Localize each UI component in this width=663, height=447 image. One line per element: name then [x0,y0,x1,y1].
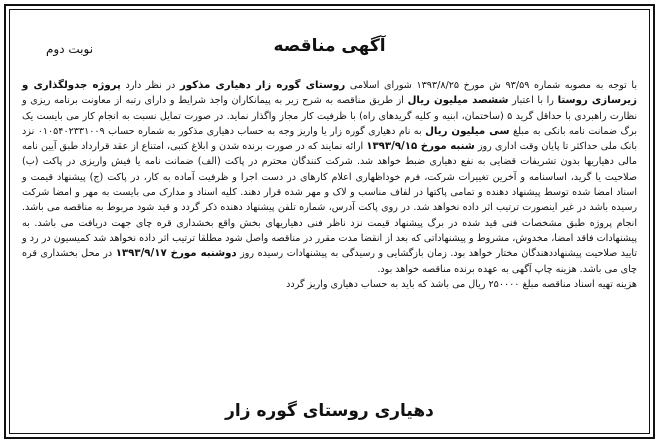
body-bold-guarantee: سی میلیون ریال [425,125,510,137]
body-part-5: به نام دهیاری گوره زار یا واریز وجه به حساب دهیاری مذکور به شماره حساب ۰۱۰۵۴۰۲۳۳۱۰۰۹ نزد بانک ملی حداکثر تا پایان وقت اداری روز [22,125,637,153]
notice-frame [4,4,655,439]
body-bold-deadline: شنبه مورخ ۱۳۹۳/۹/۱۵ [366,141,475,153]
body-part-4: از طریق مناقصه به شرح زیر به پیمانکاران واجد شرایط و دارای رتبه از معاونت برنامه ریزی و نظارت راهبردی با حداقل گرید ۵ (ساختمان، ابنیه و کلیه گریدهای راه) با ظرفیت کار مجاز واگذار نماید. در صورت تمایل نسبت به انجام کار می بایست یک برگ ضمانت نامه بانکی به مبلغ [22,95,638,137]
notice-signature: دهیاری روستای گوره زار [225,401,434,421]
body-bold-village: روستای گوره زار دهیاری مذکور [179,80,346,91]
body-part-2: در نظر دارد [120,80,180,91]
body-part-6: ارائه نمایند که در صورت برنده شدن و ابلاغ کتبی، امتناع از عقد قرارداد طبق آیین نامه مالی دهیاریها بدون تشریفات قضایی به نفع دهیاری ضبط خواهد شد. شرکت کنندگان محترم در پاکت (الف) ضمانت نامه یا فیش واریزی در پاکت (ب) صلاحیت یا گرید، اساسنامه و آخرین تغییرات شرکت، فرم خوداظهاری اعلام کارهای در دست اجرا و ظرفیت آماده به کار، در پاکت (ج) پیشنهاد قیمت و اسناد امضا شده توسط پیشنهاد دهنده و تمامی پاکتها در لفاف مناسب و لاک و مهر شده قرار دهند. کلیه اسناد و مدارک می بایست به مهر و امضا شرکت رسیده باشد در غیر اینصورت ترتیب اثر داده نخواهد شد. در روی پاکت آدرس، شماره تلفن پیشنهاد دهنده ذکر گردد و قید شود مربوط به مناقصه می باشد. انجام پروژه طبق مشخصات فنی قید شده در برگ پیشنهاد قیمت نزد ناظر فنی دهیاریهای بخش واقع بخشداری قره چای جهت دریافت می باشد. به پیشنهادات فاقد امضا، مخدوش، مشروط و پیشنهاداتی که بعد از انقضا مدت مقرر در مناقصه واصل شود مطلقا ترتیب اثر داده نخواهد شد کمیسیون در رد و تایید صلاحیت پیشنهاددهندگان مختار خواهد بود. زمان بازگشایی و رسیدگی به پیشنهادات رسیده روز [22,141,637,260]
body-part-3: را با اعتبار [508,95,558,107]
notice-body [22,78,637,292]
notice-title: آگهی مناقصه [273,36,386,56]
body-bold-budget: ششصد میلیون ریال [407,95,509,107]
body-part-1: با توجه به مصوبه شماره ۹۳/۵۹ ش مورخ ۱۳۹۳/۸/۲۵ شورای اسلامی [345,80,638,91]
body-fee-line: هزینه تهیه اسناد مناقصه مبلغ ۲۵۰۰۰۰ ریال می باشد که باید به حساب دهیاری واریز گردد [286,278,637,290]
notice-round: نوبت دوم [46,42,94,56]
body-bold-opening-date: دوشنبه مورخ ۱۳۹۳/۹/۱۷ [115,248,237,260]
body-part-7: در محل بخشداری قره چای می باشد. هزینه چاپ آگهی به عهده برنده مناقصه خواهد بود. [22,248,637,275]
body-bold-project: پروژه جدولگذاری و زیرسازی روستا [22,80,637,107]
